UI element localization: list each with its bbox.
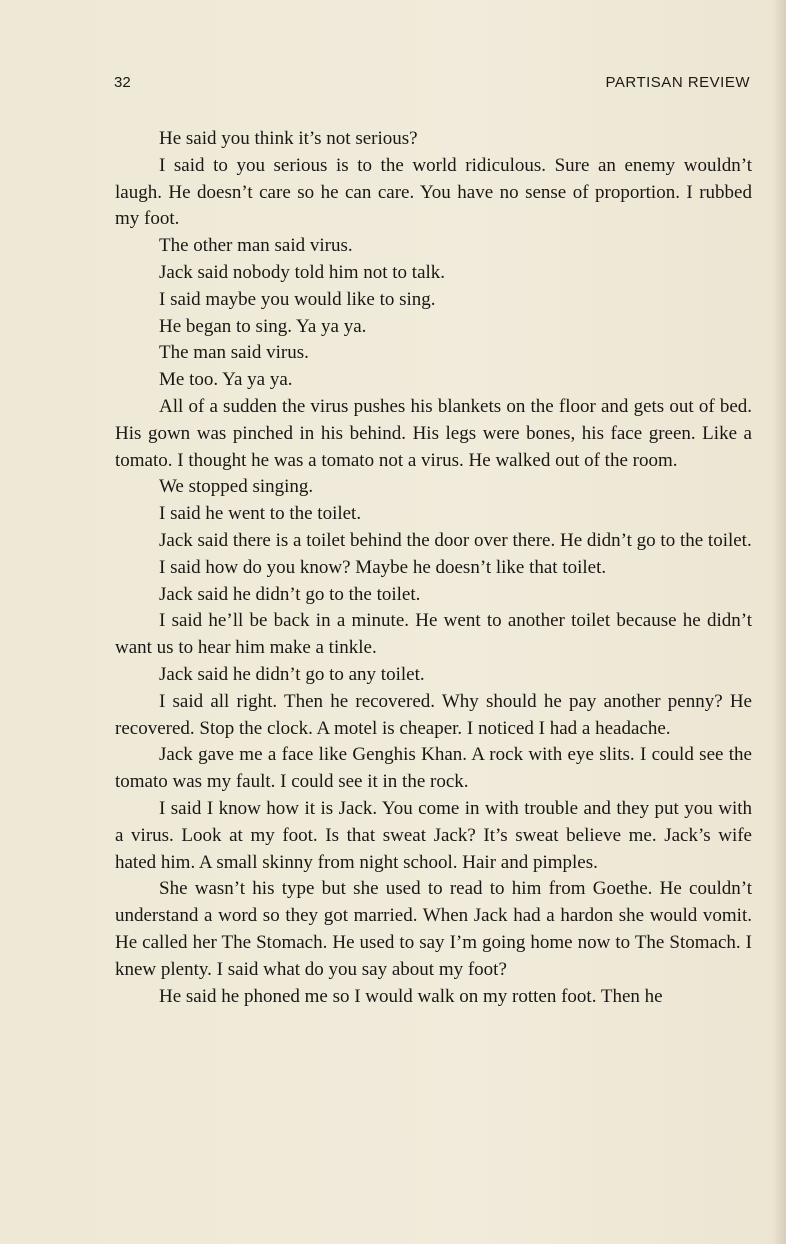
body-text	[115, 126, 752, 1010]
page-edge-shadow	[772, 0, 786, 1244]
paragraph: All of a sudden the virus pushes his blankets on the floor and gets out of bed. His gown was pinched in his behind. His legs were bones, his face green. Like a tomato. I thought he was a tomato not a virus. He walked out of the room.	[115, 395, 752, 471]
paragraph: She wasn’t his type but she used to read to him from Goethe. He couldn’t understand a word so they got married. When Jack had a hardon she would vomit. He called her The Stomach. He used to say I’m going home now to The Stomach. I knew plenty. I said what do you say about my foot?	[115, 878, 752, 980]
paragraph: The other man said virus.	[159, 235, 353, 257]
paragraph: He began to sing. Ya ya ya.	[159, 315, 367, 337]
paragraph: We stopped singing.	[159, 476, 314, 498]
paragraph: I said to you serious is to the world ridiculous. Sure an enemy wouldn’t laugh. He doesn’t care so he can care. You have no sense of proportion. I rubbed my foot.	[115, 154, 752, 230]
paragraph: Jack said he didn’t go to any toilet.	[159, 663, 425, 685]
paragraph: He said he phoned me so I would walk on my rotten foot. Then he	[159, 985, 663, 1007]
paragraph: I said he went to the toilet.	[159, 503, 362, 525]
journal-title: PARTISAN REVIEW	[605, 74, 750, 91]
running-head	[114, 74, 750, 96]
paragraph: He said you think it’s not serious?	[159, 128, 418, 149]
paragraph: I said all right. Then he recovered. Why should he pay another penny? He recovered. Stop the clock. A motel is cheaper. I noticed I had a headache.	[115, 690, 752, 739]
paragraph: Me too. Ya ya ya.	[159, 369, 293, 391]
paragraph: Jack gave me a face like Genghis Khan. A rock with eye slits. I could see the tomato was my fault. I could see it in the rock.	[115, 744, 752, 793]
page-number: 32	[114, 74, 131, 91]
paragraph: I said I know how it is Jack. You come in with trouble and they put you with a virus. Look at my foot. Is that sweat Jack? It’s sweat believe me. Jack’s wife hated him. A small skinny from night school. Hair and pimples.	[115, 797, 752, 873]
paragraph: Jack said nobody told him not to talk.	[159, 261, 446, 283]
paragraph: Jack said he didn’t go to the toilet.	[159, 583, 421, 605]
paragraph: I said maybe you would like to sing.	[159, 288, 436, 310]
paragraph: I said he’ll be back in a minute. He went to another toilet because he didn’t want us to hear him make a tinkle.	[115, 610, 752, 659]
paragraph: The man said virus.	[159, 342, 309, 364]
paragraph: I said how do you know? Maybe he doesn’t like that toilet.	[159, 556, 607, 578]
paragraph: Jack said there is a toilet behind the door over there. He didn’t go to the toilet.	[159, 529, 752, 551]
